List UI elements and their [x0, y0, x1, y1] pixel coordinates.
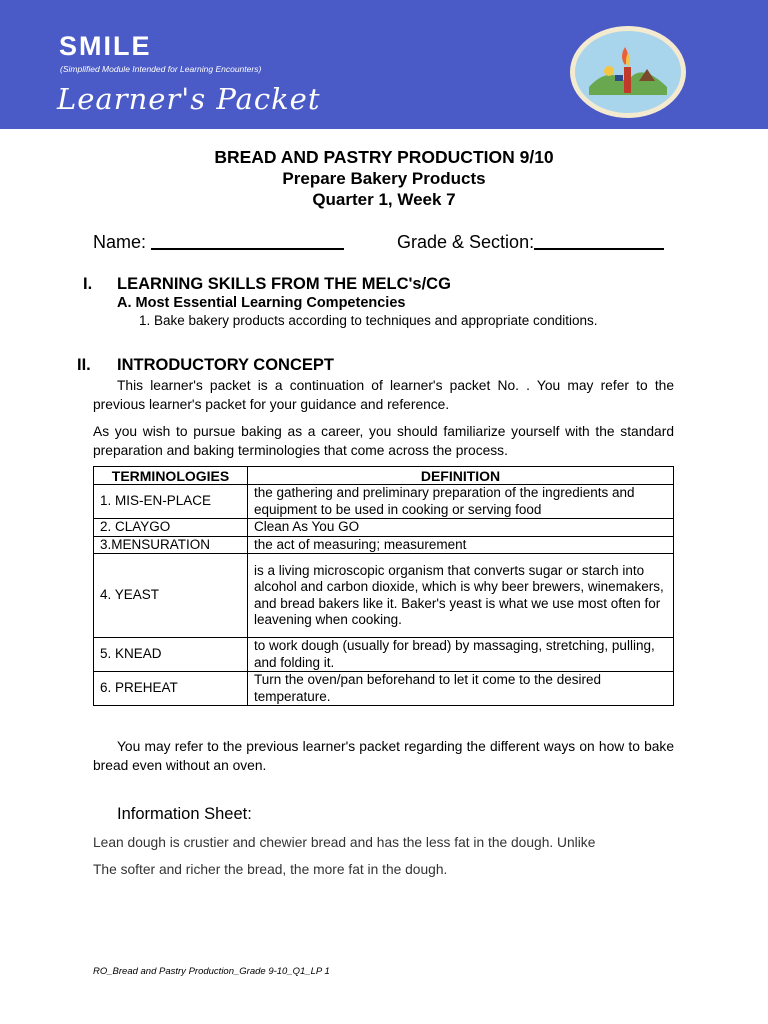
section2-title: INTRODUCTORY CONCEPT: [117, 356, 334, 374]
brand-subtitle: (Simplified Module Intended for Learning Encounters): [60, 64, 262, 74]
section1-number: I.: [83, 275, 93, 293]
term-cell: 4. YEAST: [94, 554, 248, 638]
page-footer: RO_Bread and Pastry Production_Grade 9-10_Q1_LP 1: [93, 966, 330, 977]
intro-paragraph-2: As you wish to pursue baking as a career, you should familiarize yourself with the standard preparation and baking terminologies that come across the process.: [93, 424, 674, 458]
terminology-table: [93, 466, 674, 706]
section1-title: LEARNING SKILLS FROM THE MELC's/CG: [117, 275, 451, 293]
grade-label: Grade & Section:: [397, 232, 535, 252]
name-field: [93, 232, 344, 253]
packet-title: Learner's Packet: [57, 82, 321, 116]
period-title: Quarter 1, Week 7: [312, 190, 456, 209]
intro-paragraph-1: This learner's packet is a continuation of learner's packet No. . You may refer to the previous learner's packet for your guidance and reference.: [93, 378, 674, 412]
table-row: [94, 519, 674, 537]
table-row: [94, 536, 674, 554]
grade-section-field: [397, 232, 664, 253]
grade-blank[interactable]: [534, 232, 664, 250]
definition-header: DEFINITION: [248, 467, 674, 485]
brand-logo-text: SMILE: [59, 31, 152, 61]
term-cell: 1. MIS-EN-PLACE: [94, 485, 248, 519]
subject-title: BREAD AND PASTRY PRODUCTION 9/10: [214, 147, 554, 167]
table-row: [94, 485, 674, 519]
intro-paragraph-3: You may refer to the previous learner's packet regarding the different ways on how to bake bread even without an oven.: [93, 739, 674, 773]
section2-number: II.: [77, 356, 91, 374]
table-row: [94, 638, 674, 672]
topic-title: Prepare Bakery Products: [282, 169, 486, 188]
deped-seal-logo: [569, 25, 687, 119]
definition-cell: Turn the oven/pan beforehand to let it come to the desired temperature.: [248, 672, 674, 706]
definition-cell: Clean As You GO: [248, 519, 674, 537]
table-row: [94, 672, 674, 706]
competency-item: 1. Bake bakery products according to techniques and appropriate conditions.: [139, 313, 598, 328]
name-blank[interactable]: [151, 232, 344, 250]
info-sheet-title: Information Sheet:: [117, 805, 252, 823]
header-banner: [0, 0, 768, 129]
table-header-row: [94, 467, 674, 485]
info-line-1: Lean dough is crustier and chewier bread and has the less fat in the dough. Unlike: [93, 835, 596, 850]
section1-subtitle: A. Most Essential Learning Competencies: [117, 295, 406, 311]
terminologies-header: TERMINOLOGIES: [94, 467, 248, 485]
table-row: [94, 554, 674, 638]
definition-cell: the act of measuring; measurement: [248, 536, 674, 554]
definition-cell: the gathering and preliminary preparation of the ingredients and equipment to be used in cooking or serving food: [248, 485, 674, 519]
term-cell: 6. PREHEAT: [94, 672, 248, 706]
definition-cell: to work dough (usually for bread) by massaging, stretching, pulling, and folding it.: [248, 638, 674, 672]
term-cell: 3.MENSURATION: [94, 536, 248, 554]
info-line-2: The softer and richer the bread, the more fat in the dough.: [93, 862, 448, 877]
definition-cell: is a living microscopic organism that converts sugar or starch into alcohol and carbon dioxide, which is why beer brewers, winemakers, and bread bakers like it. Baker's yeast is what we use most often for leavening when cooking.: [248, 554, 674, 638]
term-cell: 5. KNEAD: [94, 638, 248, 672]
name-label: Name:: [93, 232, 147, 252]
term-cell: 2. CLAYGO: [94, 519, 248, 537]
